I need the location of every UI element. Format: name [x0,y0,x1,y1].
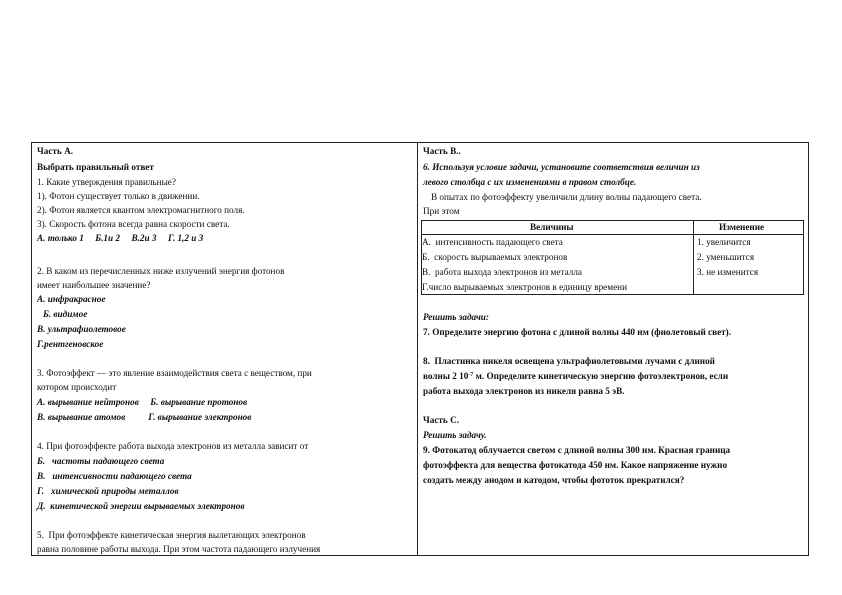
table-header-change: Изменение [719,222,765,232]
q4-option-d: Д. кинетической энергии вырываемых электронов [37,501,245,511]
q8-line-2-start: волны 2 10 [423,371,469,381]
q8-line-1: 8. Пластинка никеля освещена ультрафиолетовыми лучами с длиной [423,356,715,366]
q4-question: 4. При фотоэффекте работа выхода электронов из металла зависит от [37,441,309,451]
q1-statement-1: 1). Фотон существует только в движении. [37,191,200,201]
q9-line-2: фотоэффекта для вещества фотокатода 450 нм. Какое напряжение нужно [423,460,728,470]
q4-option-b: Б. частоты падающего света [37,456,165,466]
q3-question-line-2: котором происходит [37,382,117,392]
q8-line-2-end: м. Определите кинетическую энергию фотоэлектронов, если [473,371,729,381]
table-header-quantities: Величины [530,222,574,232]
q5-question-line-1: 5. При фотоэффекте кинетическая энергия вылетающих электронов [37,530,306,540]
q1-question: 1. Какие утверждения правильные? [37,177,176,187]
q8-exponent: -7 [468,372,474,378]
q3-options-row-2: В. вырывание атомов Г. вырывание электронов [37,412,252,422]
table-row-left: А. интенсивность падающего света [422,237,563,247]
part-b-title: Часть В.. [423,146,461,156]
q3-options-row-1: А. вырывание нейтронов Б. вырывание протонов [37,397,248,407]
q7-question: 7. Определите энергию фотона с длиной волны 440 нм (фиолетовый свет). [423,327,732,337]
q8-line-2 [423,371,728,382]
q1-statement-3: 3). Скорость фотона всегда равна скорости света. [37,219,230,229]
table-column-separator [693,221,694,294]
part-b-solve-heading: Решить задачи: [423,312,489,322]
q9-line-3: создать между анодом и катодом, чтобы фототок прекратился? [423,475,685,485]
q6-condition-tail: При этом [423,206,460,216]
q5-question-line-2: равна половине работы выхода. При этом частота падающего излучения [37,544,321,554]
q6-instruction-line-1: 6. Используя условие задачи, установите соответствия величин из [423,162,700,172]
table-row-right: 2. уменьшится [697,252,755,262]
q2-option-b: Б. видимое [43,309,88,319]
part-c-solve-heading: Решить задачу. [423,430,487,440]
q3-question-line-1: 3. Фотоэффект — это явление взаимодействия света с веществом, при [37,368,312,378]
q2-option-a: А. инфракрасное [37,294,106,304]
q2-option-d: Г.рентгеновское [37,339,104,349]
table-row-left: В. работа выхода электронов из металла [422,267,582,277]
column-divider [417,142,418,556]
q2-question-line-1: 2. В каком из перечисленных ниже излучений энергия фотонов [37,266,285,276]
q1-options: А. только 1 Б.1и 2 В.2и 3 Г. 1,2 и 3 [37,233,204,243]
table-row-right: 3. не изменится [697,267,759,277]
part-c-title: Часть С. [423,415,460,425]
part-a-title: Часть А. [37,146,74,156]
q6-condition: В опытах по фотоэффекту увеличили длину волны падающего света. [431,192,702,202]
table-row-left: Б. скорость вырываемых электронов [422,252,568,262]
q4-option-v: В. интенсивности падающего света [37,471,192,481]
part-a-instruction: Выбрать правильный ответ [37,162,154,172]
table-row-right: 1. увеличится [697,237,751,247]
q6-instruction-line-2: левого столбца с их изменениями в правом столбце. [423,177,637,187]
q9-line-1: 9. Фотокатод облучается светом с длиной волны 300 нм. Красная граница [423,445,731,455]
q1-statement-2: 2). Фотон является квантом электромагнитного поля. [37,205,245,215]
q8-line-3: работа выхода электронов из никеля равна 5 эВ. [423,386,625,396]
q2-option-c: В. ультрафиолетовое [37,324,126,334]
q4-option-g: Г. химической природы металлов [37,486,179,496]
table-row-left: Г.число вырываемых электронов в единицу времени [422,282,627,292]
q2-question-line-2: имеет наибольшее значение? [37,280,151,290]
